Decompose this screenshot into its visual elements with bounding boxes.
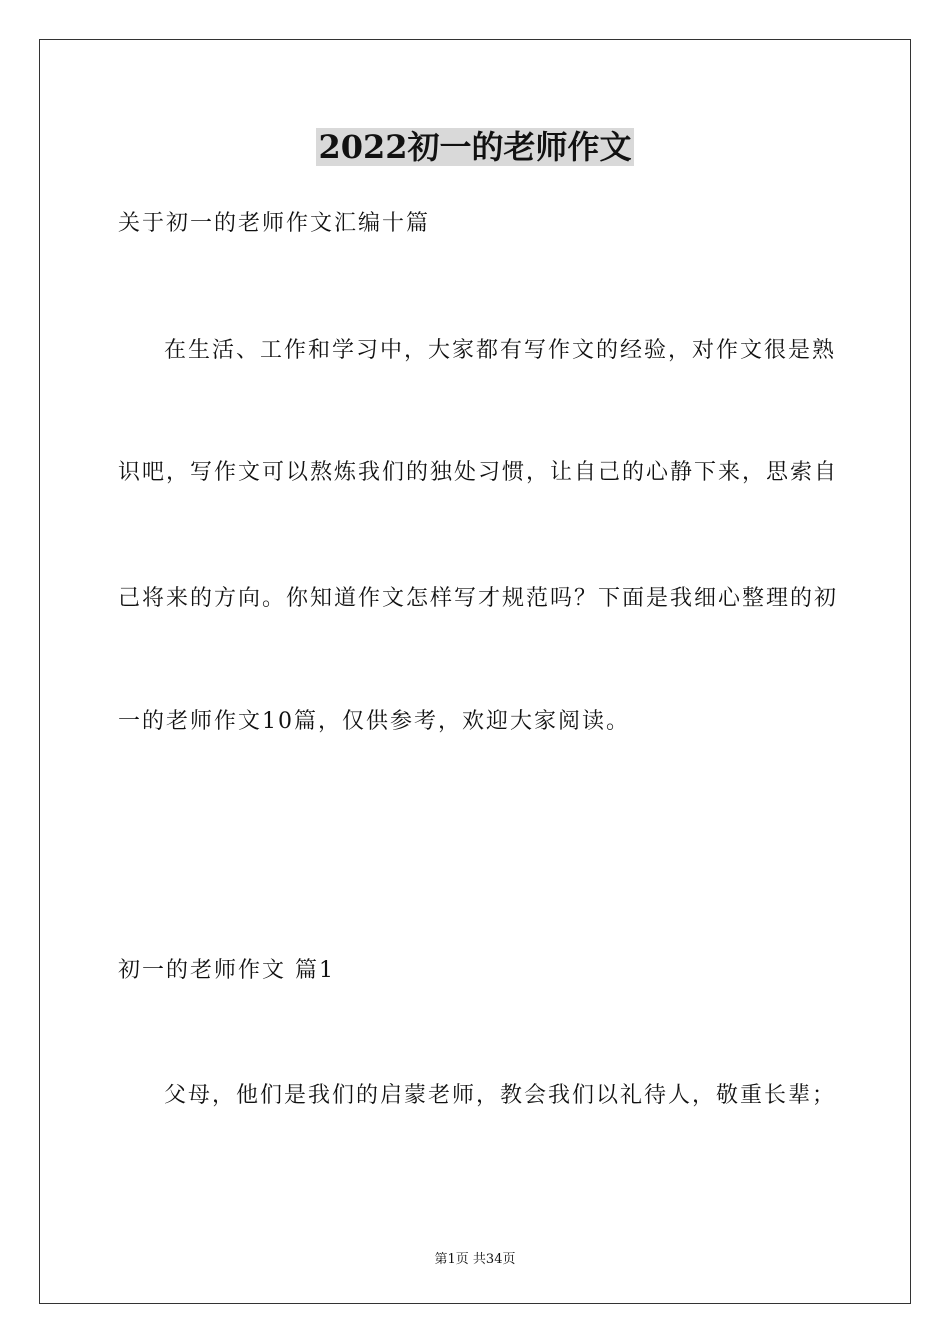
paragraph-line-3: 己将来的方向。你知道作文怎样写才规范吗？下面是我细心整理的初: [118, 586, 839, 611]
section-heading: 初一的老师作文 篇1: [118, 958, 335, 983]
paragraph-line-2: 识吧，写作文可以熬炼我们的独处习惯，让自己的心静下来，思索自: [118, 460, 839, 485]
section-paragraph-line-1: 父母，他们是我们的启蒙老师，教会我们以礼待人，敬重长辈；: [164, 1083, 837, 1108]
paragraph-line-4: 一的老师作文10篇，仅供参考，欢迎大家阅读。: [118, 709, 630, 734]
document-title: 2022初一的老师作文: [318, 128, 632, 166]
paragraph-line-1: 在生活、工作和学习中，大家都有写作文的经验，对作文很是熟: [164, 338, 837, 363]
document-title-wrap: [0, 126, 950, 168]
page-footer: 第1页 共34页: [434, 1252, 516, 1267]
document-subtitle: 关于初一的老师作文汇编十篇: [118, 211, 431, 236]
